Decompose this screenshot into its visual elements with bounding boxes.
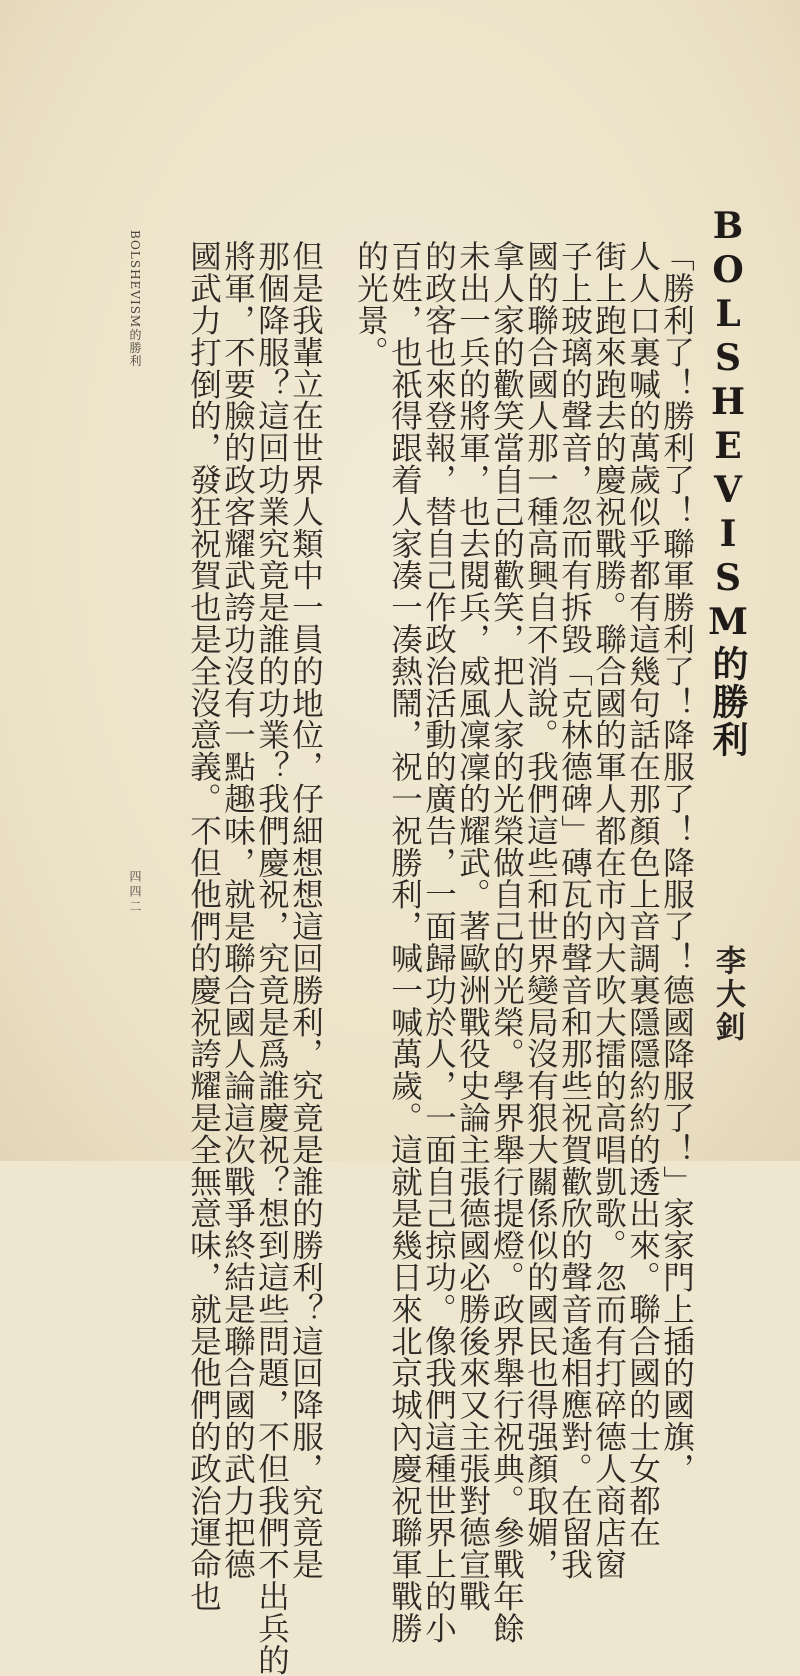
text-column: 的政客也來登報，替自己作政治活動的廣告，一面歸功於人，一面自己掠功。像我們這種世界上的小	[420, 240, 457, 1644]
text-column: 人人口裏喊的萬歲似乎都有這幾句話在那顏色上音調裏隱隱約約的透出來。聯合國的士女都在	[624, 240, 661, 1548]
text-column: 拿人家的歡笑當自己的歡笑，把人家的光榮做自己的光榮。學界舉行提燈。政界舉行祝典。參戰年餘	[488, 240, 525, 1644]
text-column: 百姓，也祇得跟着人家凑一凑熱鬧，祝一祝勝利，喊一喊萬歲。這就是幾日來北京城內慶祝聯軍戰勝	[386, 240, 423, 1644]
text-column: 將軍，不要臉的政客耀武誇功沒有一點趣味，就是聯合國人論這次戰爭終結是聯合國的武力把德	[219, 240, 256, 1580]
running-header: BOLSHEVISM的勝利	[128, 230, 142, 368]
text-column: 國的聯合國人那一種高興自不消說。我們這些和世界變局沒有狠大關係似的國民也得强顏取媚，	[522, 240, 559, 1580]
author-name: 李大釗	[710, 945, 745, 1044]
text-column: 未出一兵的將軍，也去閱兵，威風凜凜的耀武。著歐洲戰役史論主張德國必勝後來又主張對德宣戰	[454, 240, 491, 1612]
text-column: 子上玻璃的聲音，忽而有拆毀「克林德碑」磚瓦的聲音和那些祝賀歡欣的聲音遙相應對。在留我	[556, 240, 593, 1580]
text-column: 那個降服？這回功業究竟是誰的功業？我們慶祝，究竟是爲誰慶祝？想到這些問題，不但我們不出兵的	[253, 240, 290, 1676]
text-column: 但是我輩立在世界人類中一員的地位，仔細想想這回勝利，究竟是誰的勝利？這回降服，究竟是	[287, 240, 324, 1580]
page-number: 四四二	[128, 870, 142, 915]
text-column: 國武力打倒的，發狂祝賀也是全沒意義。不但他們的慶祝誇耀是全無意味，就是他們的政治運命也	[185, 240, 222, 1612]
text-column: 「勝利了！勝利了！聯軍勝利了！降服了！降服了！德國降服了！」家家門上插的國旗，	[658, 240, 695, 1485]
text-column: 街上跑來跑去的慶祝戰勝。聯合國的軍人都在市內大吹大擂的高唱凱歌。忽而有打碎德人商店窗	[590, 240, 627, 1580]
text-column: 的光景。	[352, 240, 389, 368]
article-title: BOLSHEVISM的勝利	[707, 205, 749, 759]
